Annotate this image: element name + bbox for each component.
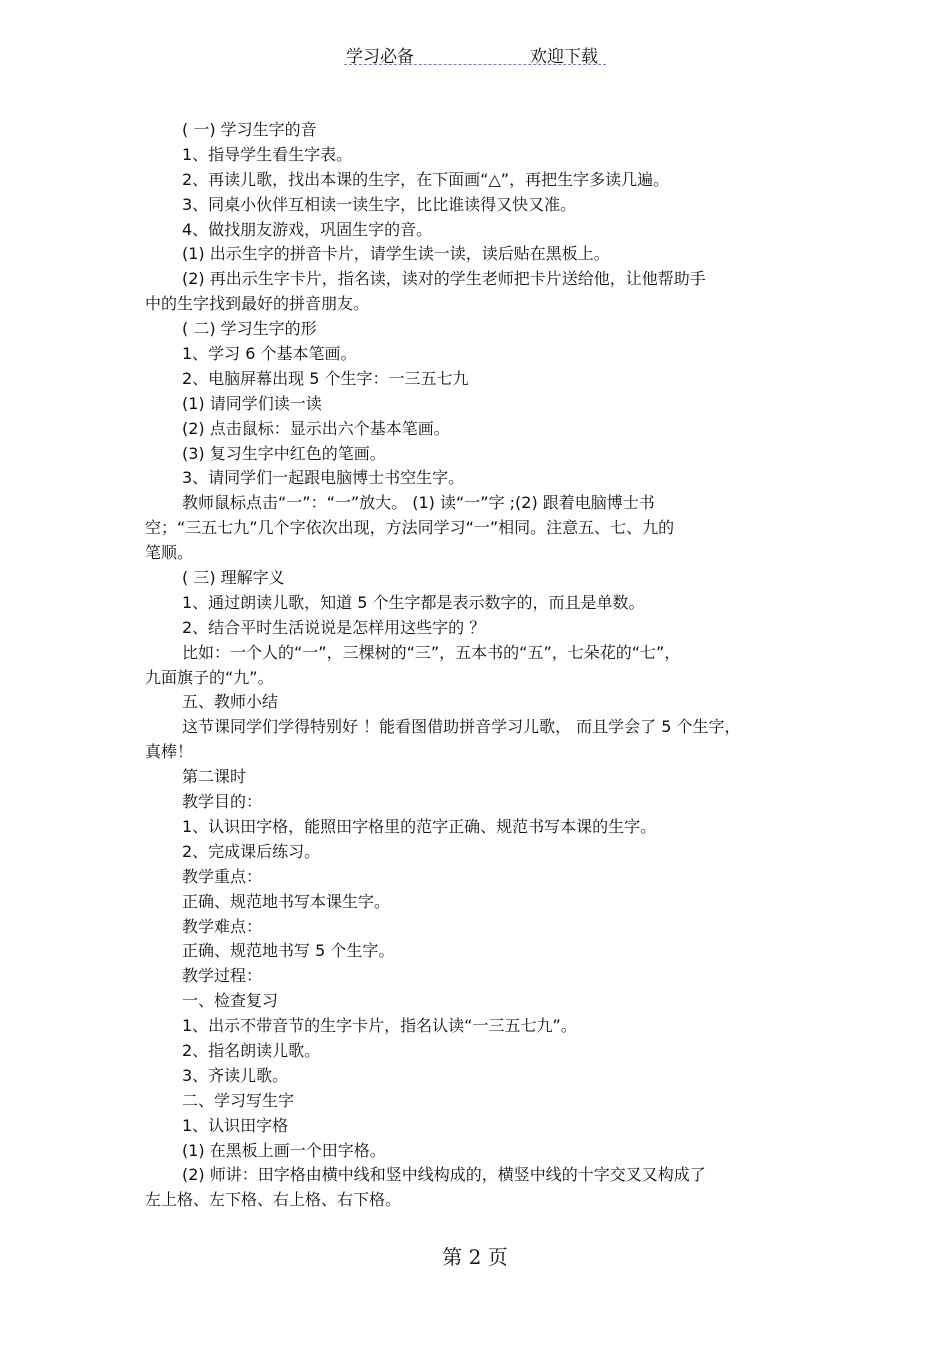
text-line: (1) 请同学们读一读 bbox=[182, 393, 322, 413]
text-line: 空；“三五七九”几个字依次出现，方法同学习“一”相同。注意五、七、九的 bbox=[145, 518, 675, 538]
text-line: 1、指导学生看生字表。 bbox=[182, 144, 353, 164]
text-line: 2、电脑屏幕出现 5 个生字：一三五七九 bbox=[182, 368, 469, 388]
text-line: 2、指名朗读儿歌。 bbox=[182, 1040, 321, 1060]
text-line: 教学难点： bbox=[182, 916, 263, 936]
text-line: 1、认识田字格 bbox=[182, 1115, 289, 1135]
text-line: 教学重点： bbox=[182, 866, 263, 886]
text-line: (2) 点击鼠标：显示出六个基本笔画。 bbox=[182, 418, 450, 438]
text-line: 1、通过朗读儿歌，知道 5 个生字都是表示数字的，而且是单数。 bbox=[182, 592, 645, 612]
text-line: 正确、规范地书写本课生字。 bbox=[182, 891, 391, 911]
text-line: (3) 复习生字中红色的笔画。 bbox=[182, 443, 386, 463]
text-line: 3、请同学们一起跟电脑博士书空生字。 bbox=[182, 468, 465, 488]
text-line: 2、再读儿歌，找出本课的生字，在下面画“△”，再把生字多读几遍。 bbox=[182, 169, 670, 189]
text-line: 五、教师小结 bbox=[182, 692, 279, 712]
text-line: 2、结合平时生活说说是怎样用这些字的 ？ bbox=[182, 617, 486, 637]
text-line: ( 三) 理解字义 bbox=[182, 568, 285, 588]
text-line: 比如：一个人的“一”，三棵树的“三”，五本书的“五”，七朵花的“七”， bbox=[182, 642, 681, 662]
text-line: (2) 师讲：田字格由横中线和竖中线构成的，横竖中线的十字交叉又构成了 bbox=[182, 1165, 706, 1185]
text-line: (2) 再出示生字卡片，指名读，读对的学生老师把卡片送给他，让他帮助手 bbox=[182, 269, 706, 289]
header-left-text: 学习必备 bbox=[346, 47, 414, 67]
text-line: 二、学习写生字 bbox=[182, 1090, 295, 1110]
text-line: ( 二) 学习生字的形 bbox=[182, 319, 317, 339]
text-line: (1) 在黑板上画一个田字格。 bbox=[182, 1140, 386, 1160]
text-line: 教学目的： bbox=[182, 792, 263, 812]
text-line: 2、完成课后练习。 bbox=[182, 841, 321, 861]
document-body bbox=[145, 118, 805, 1213]
text-line: 3、齐读儿歌。 bbox=[182, 1065, 289, 1085]
header-dashed-rule bbox=[344, 64, 606, 65]
text-line: 第二课时 bbox=[182, 767, 247, 787]
text-line: 4、做找朋友游戏，巩固生字的音。 bbox=[182, 219, 433, 239]
header-right-text: 欢迎下载 bbox=[530, 47, 598, 67]
text-line: 教学过程： bbox=[182, 966, 263, 986]
text-line: 1、认识田字格，能照田字格里的范字正确、规范书写本课的生字。 bbox=[182, 816, 657, 836]
text-line: 真棒！ bbox=[145, 742, 194, 762]
text-line: 笔顺。 bbox=[145, 543, 194, 563]
text-line: ( 一) 学习生字的音 bbox=[182, 120, 317, 139]
page-header bbox=[344, 40, 606, 66]
text-line: 这节课同学们学得特别好 ！能看图借助拼音学习儿歌， 而且学会了 5 个生字， bbox=[182, 717, 741, 737]
text-line: 中的生字找到最好的拼音朋友。 bbox=[145, 294, 370, 314]
text-line: 1、出示不带音节的生字卡片，指名认读“一三五七九”。 bbox=[182, 1016, 577, 1036]
text-line: 九面旗子的“九”。 bbox=[145, 667, 274, 687]
page-number: 第 2 页 bbox=[442, 1245, 508, 1269]
text-line: (1) 出示生字的拼音卡片，请学生读一读，读后贴在黑板上。 bbox=[182, 244, 610, 264]
text-line: 教师鼠标点击“一”：“一”放大。 (1) 读“一”字 ;(2) 跟着电脑博士书 bbox=[182, 493, 655, 513]
text-line: 正确、规范地书写 5 个生字。 bbox=[182, 941, 395, 961]
text-line: 左上格、左下格、右上格、右下格。 bbox=[145, 1190, 402, 1210]
text-line: 1、学习 6 个基本笔画。 bbox=[182, 344, 357, 364]
text-line: 一、检查复习 bbox=[182, 991, 279, 1011]
text-line: 3、同桌小伙伴互相读一读生字，比比谁读得又快又准。 bbox=[182, 194, 577, 214]
